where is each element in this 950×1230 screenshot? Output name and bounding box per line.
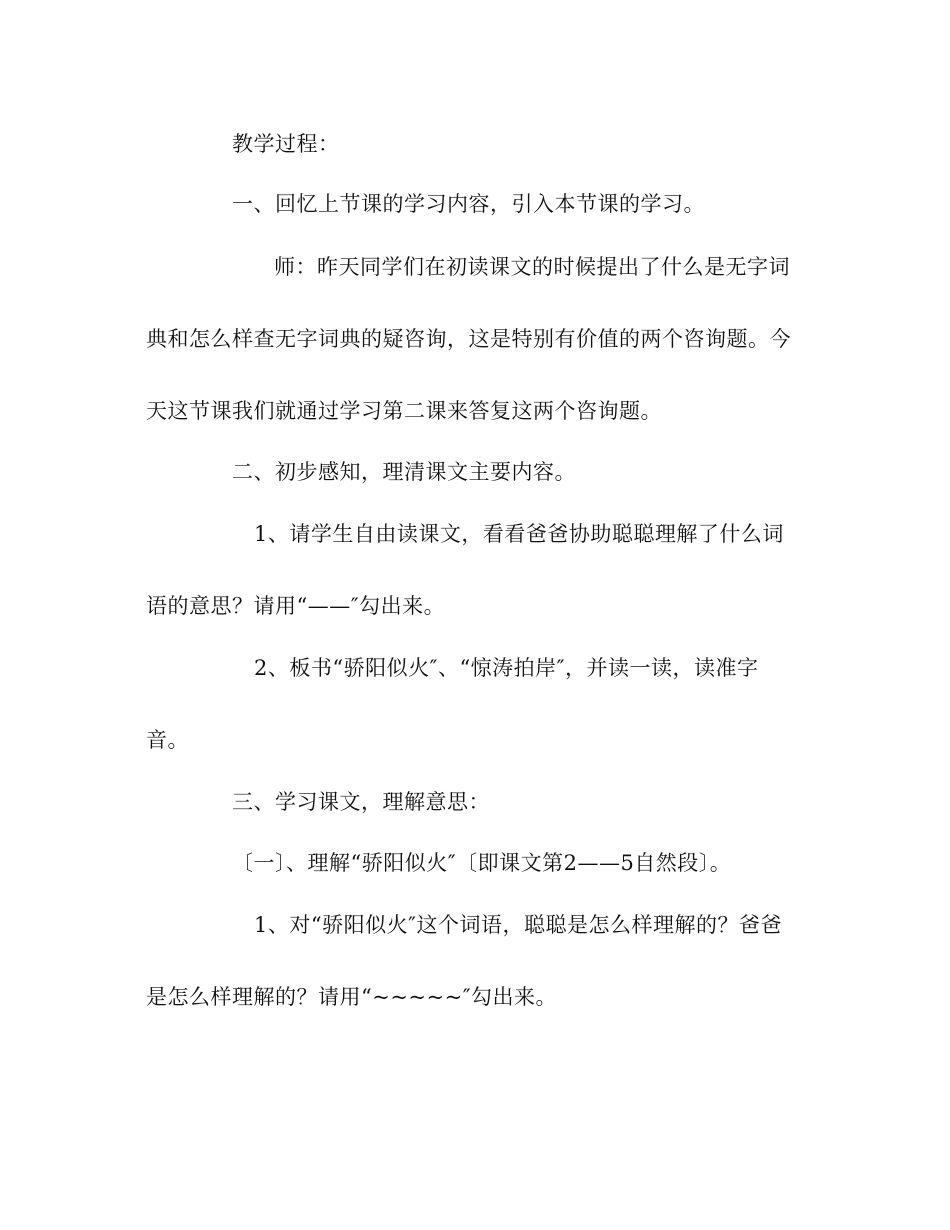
paragraph-line: 典和怎么样查无字词典的疑咨询，这是特别有价值的两个咨询题。今 [146, 327, 791, 351]
section-two-heading: 二、初步感知，理清课文主要内容。 [232, 460, 576, 484]
paragraph-line: 天这节课我们就通过学习第二课来答复这两个咨询题。 [146, 399, 662, 423]
list-item-line: 音。 [146, 728, 189, 752]
heading-teaching-process: 教学过程： [232, 132, 340, 156]
list-item-line: 1、请学生自由读课文，看看爸爸协助聪聪理解了什么词 [254, 522, 784, 546]
list-item-line: 2、板书“骄阳似火″、“惊涛拍岸″，并读一读，读准字 [254, 656, 759, 680]
section-three-heading: 三、学习课文，理解意思： [232, 790, 490, 814]
list-item-line: 语的意思？请用“——″勾出来。 [146, 594, 446, 618]
subsection-heading: 〔一〕、理解“骄阳似火″〔即课文第2——5自然段〕。 [232, 851, 732, 875]
list-item-line: 是怎么样理解的？请用“~~~~~″勾出来。 [146, 985, 558, 1009]
list-item-line: 1、对“骄阳似火″这个词语，聪聪是怎么样理解的？爸爸 [254, 913, 782, 937]
paragraph-line: 师：昨天同学们在初读课文的时候提出了什么是无字词 [274, 255, 790, 279]
section-one-heading: 一、回忆上节课的学习内容，引入本节课的学习。 [232, 192, 705, 216]
